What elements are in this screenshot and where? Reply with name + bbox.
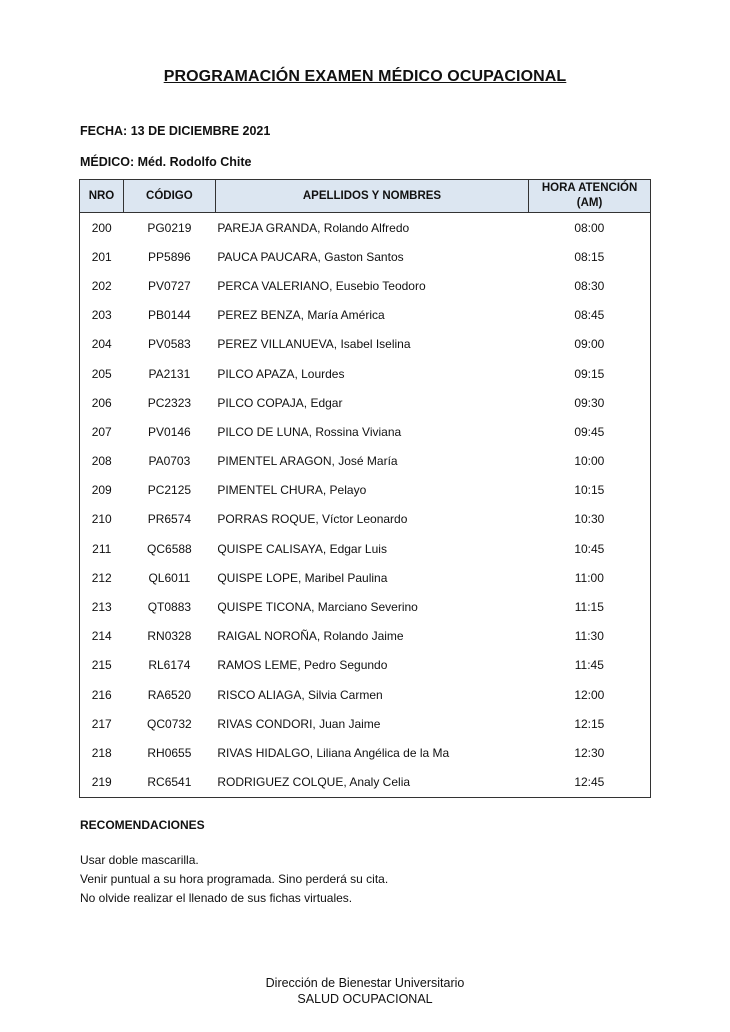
cell-codigo: RH0655 (147, 745, 192, 760)
header-hora-line2: (AM) (576, 197, 603, 209)
cell-codigo: QT0883 (147, 600, 192, 615)
table-row (80, 359, 651, 388)
cell-hora: 08:00 (574, 220, 605, 235)
cell-nro: 209 (91, 483, 112, 498)
cell-hora: 12:45 (574, 775, 605, 790)
cell-nombre: RISCO ALIAGA, Silvia Carmen (217, 687, 383, 702)
footer-unit: SALUD OCUPACIONAL (297, 992, 433, 1006)
header-nro: NRO (80, 180, 124, 213)
cell-codigo: PG0219 (147, 220, 192, 235)
exam-date: FECHA: 13 DE DICIEMBRE 2021 (80, 124, 271, 138)
cell-nro: 215 (91, 658, 112, 673)
cell-hora: 09:45 (574, 424, 605, 439)
cell-hora: 09:15 (574, 366, 605, 381)
cell-codigo: PA2131 (148, 366, 191, 381)
cell-nro: 205 (91, 366, 112, 381)
cell-hora: 11:45 (574, 658, 604, 673)
cell-nombre: PILCO APAZA, Lourdes (217, 366, 345, 381)
cell-nombre: RAIGAL NOROÑA, Rolando Jaime (217, 629, 404, 644)
cell-codigo: RL6174 (148, 658, 191, 673)
table-header-row (80, 180, 651, 213)
cell-codigo: PA0703 (148, 454, 191, 469)
cell-nombre: PEREZ VILLANUEVA, Isabel Iselina (217, 337, 411, 352)
table-row (80, 680, 651, 709)
cell-nro: 216 (91, 687, 112, 702)
cell-nro: 202 (91, 278, 112, 293)
recommendation-item: Usar doble mascarilla. (80, 853, 199, 867)
cell-hora: 11:00 (574, 570, 604, 585)
table-row (80, 534, 651, 563)
cell-nro: 200 (91, 220, 112, 235)
cell-nombre: RIVAS CONDORI, Juan Jaime (217, 716, 381, 731)
cell-codigo: QC0732 (147, 716, 192, 731)
cell-codigo: QC6588 (147, 541, 192, 556)
cell-nombre: PILCO COPAJA, Edgar (217, 395, 343, 410)
cell-hora: 09:30 (574, 395, 605, 410)
cell-hora: 12:30 (574, 745, 605, 760)
table-row (80, 242, 651, 271)
cell-nro: 213 (91, 600, 112, 615)
cell-codigo: PB0144 (148, 308, 191, 323)
cell-nombre: QUISPE TICONA, Marciano Severino (217, 600, 418, 615)
cell-nombre: RAMOS LEME, Pedro Segundo (217, 658, 388, 673)
cell-nombre: PILCO DE LUNA, Rossina Viviana (217, 424, 402, 439)
cell-nombre: QUISPE LOPE, Maribel Paulina (217, 570, 388, 585)
table-row (80, 563, 651, 592)
cell-hora: 10:30 (574, 512, 605, 527)
recommendation-item: No olvide realizar el llenado de sus fichas virtuales. (80, 891, 353, 905)
cell-nombre: PIMENTEL CHURA, Pelayo (217, 483, 367, 498)
header-hora (529, 180, 651, 213)
table-row (80, 592, 651, 621)
cell-nombre: PEREZ BENZA, María América (217, 308, 385, 323)
cell-nro: 204 (91, 337, 112, 352)
cell-hora: 11:15 (574, 600, 604, 615)
cell-hora: 12:00 (574, 687, 605, 702)
footer (0, 975, 730, 1007)
cell-hora: 11:30 (574, 629, 604, 644)
table-row (80, 388, 651, 417)
cell-nro: 217 (91, 716, 112, 731)
table-row (80, 768, 651, 798)
cell-nro: 207 (91, 424, 112, 439)
table-row (80, 447, 651, 476)
cell-codigo: QL6011 (148, 570, 191, 585)
table-row (80, 301, 651, 330)
table-row (80, 476, 651, 505)
cell-nro: 206 (91, 395, 112, 410)
cell-nro: 210 (91, 512, 112, 527)
table-row (80, 505, 651, 534)
cell-nombre: QUISPE CALISAYA, Edgar Luis (217, 541, 387, 556)
cell-nombre: RODRIGUEZ COLQUE, Analy Celia (217, 775, 411, 790)
cell-hora: 09:00 (574, 337, 605, 352)
footer-department: Dirección de Bienestar Universitario (265, 976, 465, 990)
header-nombres: APELLIDOS Y NOMBRES (215, 180, 528, 213)
cell-nro: 219 (91, 775, 112, 790)
cell-codigo: RC6541 (147, 775, 192, 790)
recommendations-list (80, 851, 388, 908)
cell-hora: 08:45 (574, 308, 605, 323)
cell-nombre: PORRAS ROQUE, Víctor Leonardo (217, 512, 408, 527)
cell-hora: 10:15 (574, 483, 605, 498)
cell-hora: 12:15 (574, 716, 605, 731)
doctor-name: MÉDICO: Méd. Rodolfo Chite (80, 155, 252, 169)
cell-nro: 212 (91, 570, 112, 585)
page-title: PROGRAMACIÓN EXAMEN MÉDICO OCUPACIONAL (163, 68, 567, 85)
header-codigo: CÓDIGO (123, 180, 215, 213)
cell-hora: 08:30 (574, 278, 605, 293)
table-row (80, 738, 651, 767)
cell-nombre: PIMENTEL ARAGON, José María (217, 454, 398, 469)
cell-codigo: PR6574 (147, 512, 192, 527)
recommendations-title: RECOMENDACIONES (80, 818, 205, 832)
table-row (80, 213, 651, 243)
cell-codigo: PC2323 (147, 395, 192, 410)
table-row (80, 417, 651, 446)
table-row (80, 271, 651, 300)
cell-nombre: PERCA VALERIANO, Eusebio Teodoro (217, 278, 426, 293)
cell-codigo: PV0727 (148, 278, 191, 293)
cell-nro: 211 (92, 541, 112, 556)
cell-hora: 10:45 (574, 541, 605, 556)
cell-nro: 208 (91, 454, 112, 469)
table-row (80, 330, 651, 359)
cell-codigo: PC2125 (147, 483, 192, 498)
recommendation-item: Venir puntual a su hora programada. Sino perderá su cita. (80, 872, 389, 886)
cell-nombre: RIVAS HIDALGO, Liliana Angélica de la Ma (217, 745, 450, 760)
cell-codigo: RN0328 (147, 629, 192, 644)
cell-codigo: PV0146 (148, 424, 191, 439)
cell-nro: 218 (91, 745, 112, 760)
header-hora-line1: HORA ATENCIÓN (541, 182, 638, 194)
table-row (80, 651, 651, 680)
cell-hora: 08:15 (574, 249, 605, 264)
cell-codigo: PV0583 (148, 337, 191, 352)
cell-nro: 201 (91, 249, 112, 264)
cell-nro: 203 (91, 308, 112, 323)
schedule-table (79, 179, 651, 798)
table-row (80, 709, 651, 738)
table-row (80, 622, 651, 651)
cell-nombre: PAUCA PAUCARA, Gaston Santos (217, 249, 404, 264)
cell-nro: 214 (91, 629, 112, 644)
cell-hora: 10:00 (574, 454, 605, 469)
cell-codigo: PP5896 (148, 249, 191, 264)
cell-nombre: PAREJA GRANDA, Rolando Alfredo (217, 220, 410, 235)
cell-codigo: RA6520 (147, 687, 192, 702)
